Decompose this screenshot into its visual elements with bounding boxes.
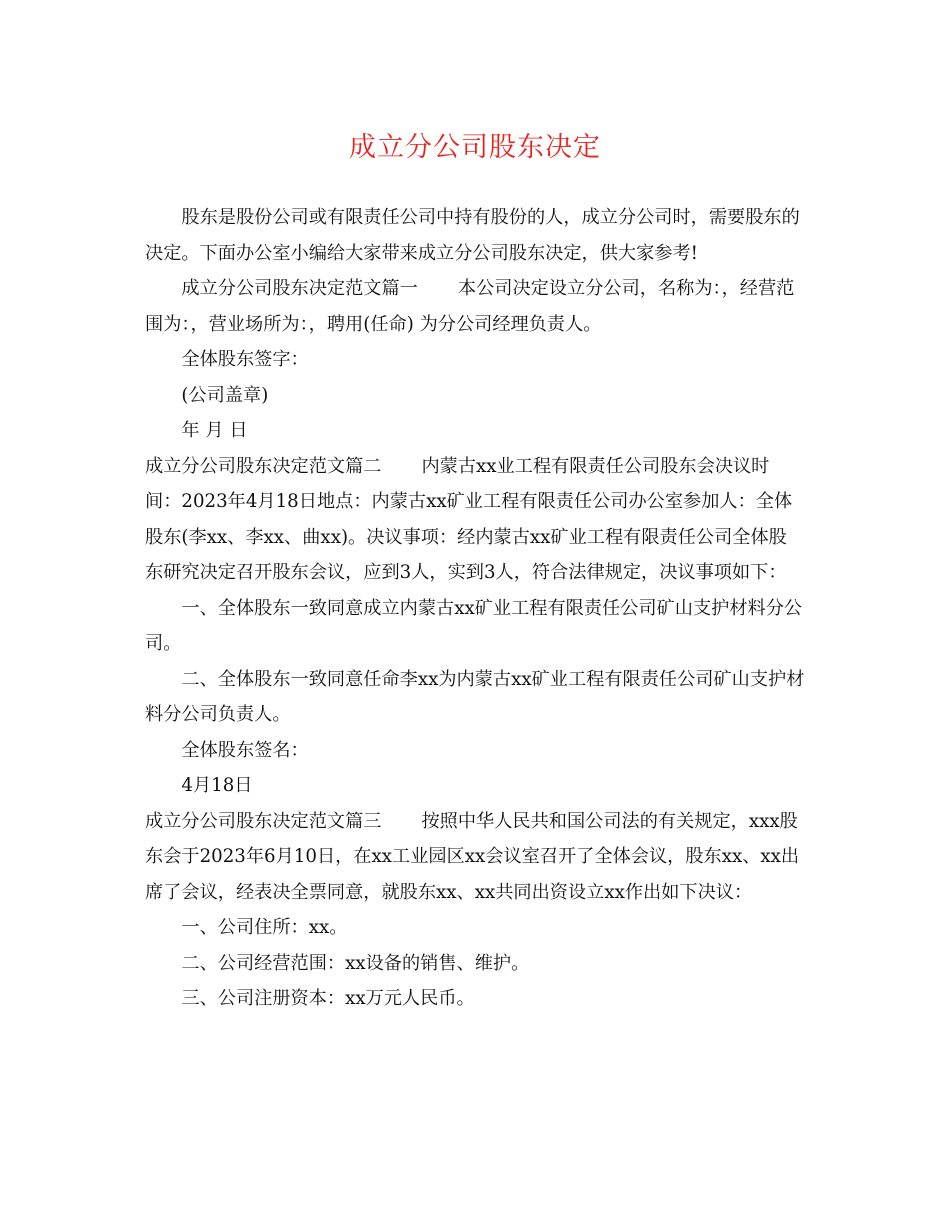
sample1-signature: 全体股东签字： [181, 349, 309, 370]
sample3-item-3: 三、公司注册资本：xx万元人民币。 [181, 988, 475, 1009]
sample2-date: 4月18日 [181, 775, 253, 796]
sample3-item-1: 一、公司住所：xx。 [181, 917, 348, 938]
sample2-heading: 成立分公司股东决定范文篇二 [145, 455, 382, 477]
sample2-item-2: 二、全体股东一致同意任命李xx为内蒙古xx矿业工程有限责任公司矿山支护材料分公司负责人。 [145, 668, 805, 725]
sample1-date: 年 月 日 [181, 420, 248, 441]
page-title: 成立分公司股东决定 [349, 132, 601, 163]
sample1-text: 本公司决定设立分公司，名称为：，经营范围为：，营业场所为：，聘用(任命) 为分公司经理负责人。 [145, 278, 795, 335]
sample1-heading: 成立分公司股东决定范文篇一 [181, 278, 418, 299]
sample3-text: 按照中华人民共和国公司法的有关规定，xxx股东会于2023年6月10日，在xx工业园区xx会议室召开了全体会议，股东xx、xx出席了会议，经表决全票同意，就股东xx、xx共同出资设立xx作出如下决议： [145, 810, 800, 903]
sample3-paragraph [145, 804, 805, 911]
sample2-paragraph [145, 449, 805, 591]
sample2-signature: 全体股东签名： [181, 739, 309, 761]
sample1-seal: (公司盖章) [181, 384, 269, 406]
sample2-text: 内蒙古xx业工程有限责任公司股东会决议时间：2023年4月18日地点：内蒙古xx矿业工程有限责任公司办公室参加人：全体股东(李xx、李xx、曲xx)。决议事项：经内蒙古xx矿业工程有限责任公司全体股东研究决定召开股东会议，应到3人，实到3人，符合法律规定，决议事项如下： [145, 455, 793, 583]
sample2-item-1: 一、全体股东一致同意成立内蒙古xx矿业工程有限责任公司矿山支护材料分公司。 [145, 597, 803, 654]
document-body [145, 200, 805, 1017]
intro-paragraph: 股东是股份公司或有限责任公司中持有股份的人，成立分公司时，需要股东的决定。下面办公室小编给大家带来成立分公司股东决定，供大家参考! [145, 207, 800, 264]
sample1-paragraph [145, 271, 805, 342]
sample3-item-2: 二、公司经营范围：xx设备的销售、维护。 [181, 952, 530, 974]
sample3-heading: 成立分公司股东决定范文篇三 [145, 810, 382, 832]
